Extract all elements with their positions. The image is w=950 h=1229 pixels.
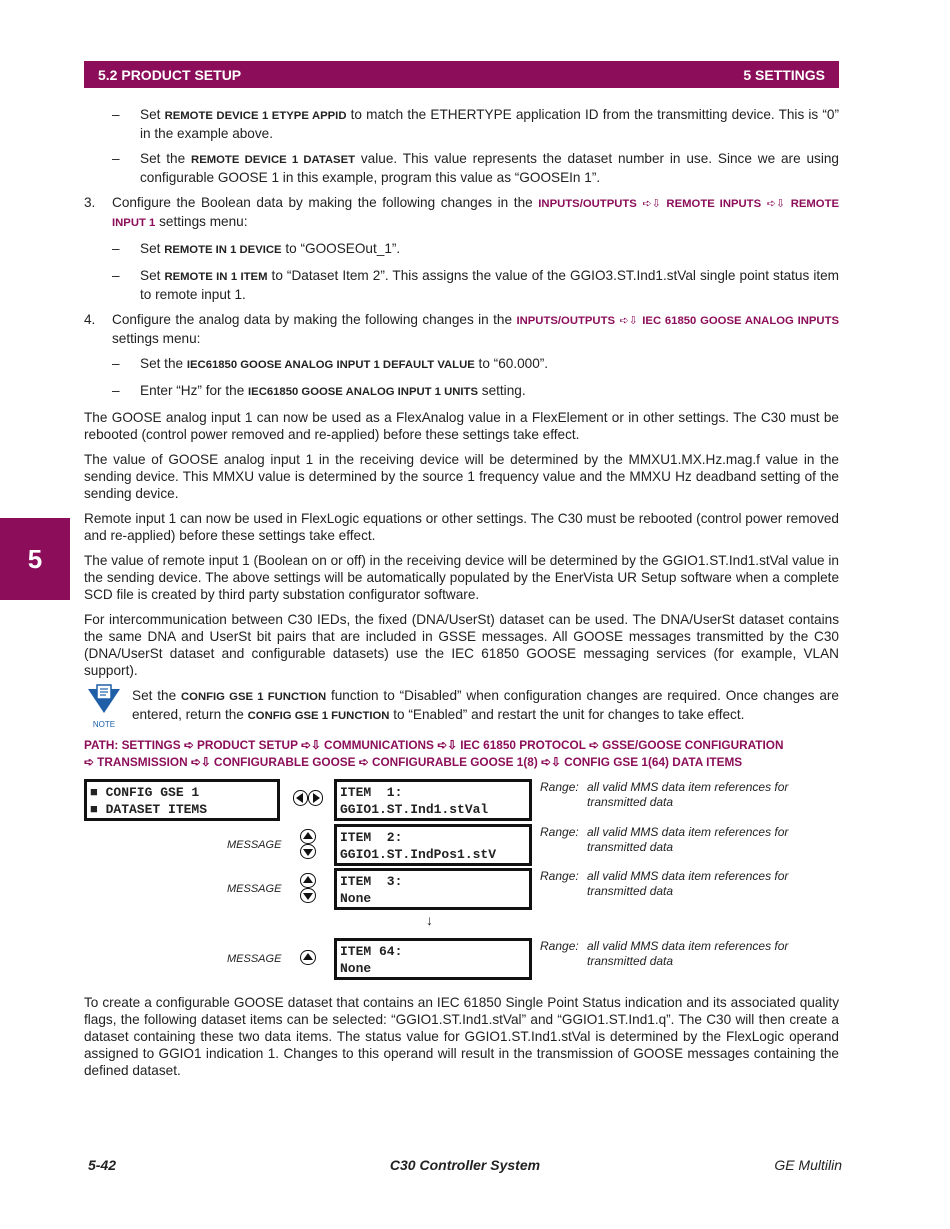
setting-name: REMOTE DEVICE 1 ETYPE APPID <box>164 110 347 122</box>
menu-item-display: ITEM 1: GGIO1.ST.Ind1.stVal <box>334 779 532 821</box>
document-title: C30 Controller System <box>389 1157 541 1173</box>
body-paragraph: The value of remote input 1 (Boolean on or off) in the receiving device will be determined by the GGIO1.ST.Ind1.stVal value in the sending device. The above settings will be automatically populated by the EnerVista UR Setup software when a complete SCD file is created by third party substation configurator software. <box>84 553 839 602</box>
list-item: – Set REMOTE IN 1 DEVICE to “GOOSEOut_1”. <box>112 241 401 256</box>
settings-menu-diagram: ■ CONFIG GSE 1 ■ DATASET ITEMS ITEM 1: GGIO1.ST.Ind1.stVal Range: all valid MMS data item references for transmitted data MESSAGE ITEM 2: GGIO1.ST.IndPos1.stV Range: all valid MMS data item references for transmitted data MESSAGE ITEM 3: None Range: all valid MMS data item references for transmitted data ↓ MESSAGE ITEM 64: None Range: all valid MMS data item references for transmitted data <box>84 779 839 982</box>
list-item: – Set REMOTE DEVICE 1 ETYPE APPID to match the ETHERTYPE application ID from the transmitting device. This is “0” in the example above. <box>112 107 839 141</box>
numbered-step: 3. Configure the Boolean data by making the following changes in the INPUTS/OUTPUTS ➪⇩ REMOTE INPUTS ➪⇩ REMOTE INPUT 1 settings menu: <box>84 195 840 229</box>
up-down-keys-icon <box>300 873 316 903</box>
section-header-bar <box>84 61 839 88</box>
setting-name: IEC61850 GOOSE ANALOG INPUT 1 UNITS <box>248 386 478 398</box>
note-icon-label: NOTE <box>92 720 116 729</box>
page-number: 5-42 <box>88 1157 117 1173</box>
settings-path <box>84 737 839 771</box>
numbered-step: 4. Configure the analog data by making the following changes in the INPUTS/OUTPUTS ➪⇩ IEC 61850 GOOSE ANALOG INPUTS settings menu: <box>84 312 840 346</box>
list-item: – Enter “Hz” for the IEC61850 GOOSE ANALOG INPUT 1 UNITS setting. <box>112 383 526 398</box>
list-item: – Set the REMOTE DEVICE 1 DATASET value. This value represents the dataset number in use. Since we are using configurable GOOSE 1 in this example, program this value as “GOOSEIn 1”. <box>112 151 839 185</box>
up-down-keys-icon <box>300 829 316 859</box>
menu-path: INPUTS/OUTPUTS <box>538 198 637 210</box>
menu-header-display: ■ CONFIG GSE 1 ■ DATASET ITEMS <box>84 779 280 821</box>
body-paragraph: For intercommunication between C30 IEDs, the fixed (DNA/UserSt) dataset can be used. The DNA/UserSt dataset contains the same DNA and UserSt bit pairs that are included in GSSE messages. All GOOSE messages transmitted by the C30 (DNA/UserSt dataset and configurable datasets) use the IEC 61850 GOOSE messaging services (for example, VLAN support). <box>84 612 839 678</box>
setting-name: IEC61850 GOOSE ANALOG INPUT 1 DEFAULT VALUE <box>186 359 475 371</box>
up-key-icon <box>300 950 316 965</box>
note-text: Set the CONFIG GSE 1 FUNCTION function to “Disabled” when configuration changes are required. Once changes are entered, return the CONFIG GSE 1 FUNCTION to “Enabled” and restart the unit for changes to take effect. <box>132 688 839 722</box>
list-item: – Set REMOTE IN 1 ITEM to “Dataset Item 2”. This assigns the value of the GGIO3.ST.Ind1.stVal single point status item to remote input 1. <box>112 268 839 302</box>
setting-name: CONFIG GSE 1 FUNCTION <box>247 710 390 722</box>
page-content <box>84 106 839 1079</box>
settings-path-line: PATH: SETTINGS ➪ PRODUCT SETUP ➪⇩ COMMUNICATIONS ➪⇩ IEC 61850 PROTOCOL ➪ GSSE/GOOSE CONFIGURATION <box>84 738 784 752</box>
setting-name: REMOTE DEVICE 1 DATASET <box>191 154 356 166</box>
menu-path: REMOTE INPUTS <box>666 198 762 210</box>
menu-item-display: ITEM 3: None <box>334 868 532 910</box>
body-paragraph: The value of GOOSE analog input 1 in the receiving device will be determined by the MMXU1.MX.Hz.mag.f value in the sending device. This MMXU value is determined by the source 1 frequency value and the MMXU Hz deadband setting of the sending device. <box>84 452 839 501</box>
setting-name: CONFIG GSE 1 FUNCTION <box>181 691 327 703</box>
setting-name: REMOTE IN 1 DEVICE <box>164 244 282 256</box>
menu-path: IEC 61850 GOOSE ANALOG INPUTS <box>642 315 840 327</box>
menu-path: INPUTS/OUTPUTS <box>516 315 616 327</box>
body-paragraph: To create a configurable GOOSE dataset that contains an IEC 61850 Single Point Status indication and its associated quality flags, the following dataset items can be selected: “GGIO1.ST.Ind1.stVal” and “GGIO1.ST.Ind1.q”. The C30 will then create a dataset containing these two data items. The status value for GGIO1.ST.Ind1.stVal is determined by the FlexLogic operand assigned to GGIO1 indication 1. Changes to this operand will result in the transmission of GOOSE messages containing the defined dataset. <box>84 995 839 1078</box>
menu-item-display: ITEM 2: GGIO1.ST.IndPos1.stV <box>334 824 532 866</box>
chapter-title: 5 SETTINGS <box>743 66 825 83</box>
message-label: MESSAGE <box>227 883 282 895</box>
setting-name: REMOTE IN 1 ITEM <box>164 271 268 283</box>
section-title: 5.2 PRODUCT SETUP <box>98 66 242 83</box>
note-icon <box>84 683 124 731</box>
menu-item-display: ITEM 64: None <box>334 938 532 980</box>
body-paragraph: Remote input 1 can now be used in FlexLogic equations or other settings. The C30 must be rebooted (control power removed and re-applied) before these settings take effect. <box>84 511 839 543</box>
list-item: – Set the IEC61850 GOOSE ANALOG INPUT 1 DEFAULT VALUE to “60.000”. <box>112 356 549 371</box>
continuation-arrow: ↓ <box>426 912 433 928</box>
message-label: MESSAGE <box>227 953 282 965</box>
company-name: GE Multilin <box>774 1157 842 1173</box>
message-label: MESSAGE <box>227 839 282 851</box>
chapter-tab: 5 <box>0 518 70 600</box>
body-paragraph: The GOOSE analog input 1 can now be used as a FlexAnalog value in a FlexElement or in other settings. The C30 must be rebooted (control power removed and re-applied) before these settings take effect. <box>84 410 839 442</box>
note-block <box>84 687 839 729</box>
menu-path: REMOTE INPUT 1 <box>112 198 840 229</box>
settings-path-line: ➪ TRANSMISSION ➪⇩ CONFIGURABLE GOOSE ➪ CONFIGURABLE GOOSE 1(8) ➪⇩ CONFIG GSE 1(64) DATA ITEMS <box>84 755 743 769</box>
left-right-keys-icon <box>293 790 323 806</box>
